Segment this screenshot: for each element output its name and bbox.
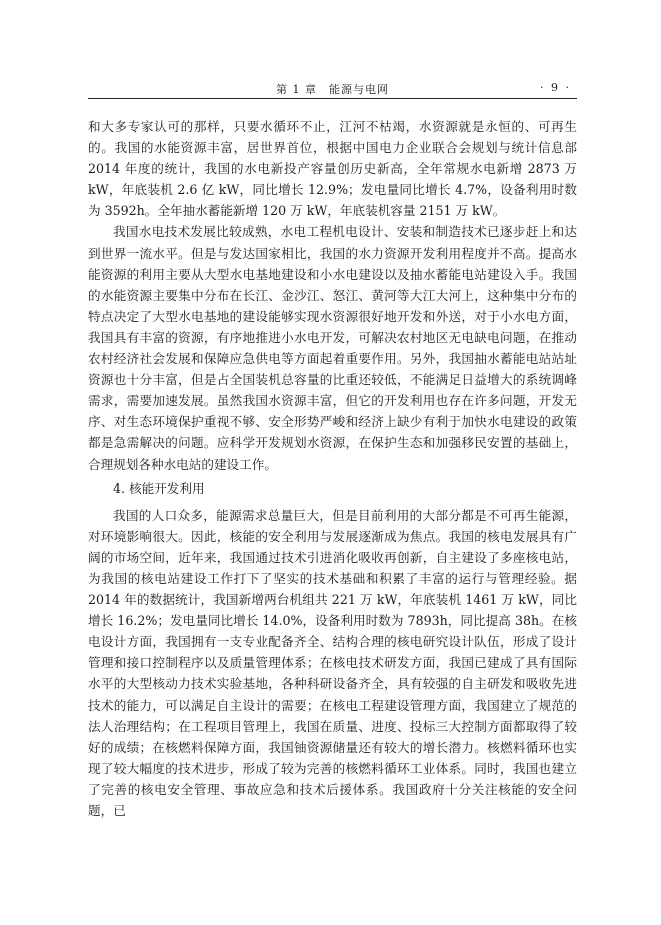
page-number: · 9 · [540,81,571,94]
section-heading-nuclear: 4. 核能开发利用 [113,480,205,496]
paragraph-hydro-technology: 我国水电技术发展比较成熟，水电工程机电设计、安装和制造技术已逐步赶上和达到世界一流水平。但是与发达国家相比，我国的水力资源开发利用程度并不高。提高水能资源的利用主要从大型水电基地建设和小水电建设以及抽水蓄能电站建设入手。我国的水能资源主要集中分布在长江、金沙江、怒江、黄河等大江大河上，这种集中分布的特点决定了大型水电基地的建设能够实现水资源很好地开发和外送，对于小水电方面，我国具有丰富的资源，有序地推进小水电开发，可解决农村地区无电缺电问题，在推动农村经济社会发展和保障应急供电等方面起着重要作用。另外，我国抽水蓄能电站站址资源也十分丰富，但是占全国装机总容量的比重还较低，不能满足日益增大的系统调峰需求，需要加速发展。虽然我国水资源丰富，但它的开发利用也存在许多问题，开发无序、对生态环境保护重视不够、安全形势严峻和经济上缺少有利于加快水电建设的政策都是急需解决的问题。应科学开发规划水资源，在保护生态和加强移民安置的基础上，合理规划各种水电站的建设工作。 [88,224,577,472]
running-header [88,80,577,99]
paragraph-hydro-resources: 和大多专家认可的那样，只要水循环不止，江河不枯竭，水资源就是永恒的、可再生的。我国的水能资源丰富，居世界首位，根据中国电力企业联合会规划与统计信息部 2014 年度的统计，我国的水电新投产容量创历史新高，全年常规水电新增 2873 万 kW，年底装机 2.6 亿 kW，同比增长 12.9%；发电量同比增长 4.7%，设备利用时数为 3592h。全年抽水蓄能新增 120 万 kW，年底装机容量 2151 万 kW。 [88,119,577,219]
chapter-title: 第 1 章 能源与电网 [276,83,389,96]
paragraph-nuclear-development: 我国的人口众多，能源需求总量巨大，但是目前利用的大部分都是不可再生能源，对环境影响很大。因此，核能的安全利用与发展逐渐成为焦点。我国的核电发展具有广阔的市场空间，近年来，我国通过技术引进消化吸收再创新，自主建设了多座核电站，为我国的核电站建设工作打下了坚实的技术基础和积累了丰富的运行与管理经验。据 2014 年的数据统计，我国新增两台机组共 221 万 kW，年底装机 1461 万 kW，同比增长 16.2%；发电量同比增长 14.0%，设备利用时数为 7893h，同比提高 38h。在核电设计方面，我国拥有一支专业配备齐全、结构合理的核电研究设计队伍，形成了设计管理和接口控制程序以及质量管理体系；在核电技术研发方面，我国已建成了具有国际水平的大型核动力技术实验基地，各种科研设备齐全，具有较强的自主研发和吸收先进技术的能力，可以满足自主设计的需要；在核电工程建设管理方面，我国建立了规范的法人治理结构；在工程项目管理上，我国在质量、进度、投标三大控制方面都取得了较好的成绩；在核燃料保障方面，我国铀资源储量还有较大的增长潜力。核燃料循环也实现了较大幅度的技术进步，形成了较为完善的核燃料循环工业体系。同时，我国也建立了完善的核电安全管理、事故应急和技术后援体系。我国政府十分关注核能的安全问题，已 [88,507,577,818]
body-text [88,116,577,821]
